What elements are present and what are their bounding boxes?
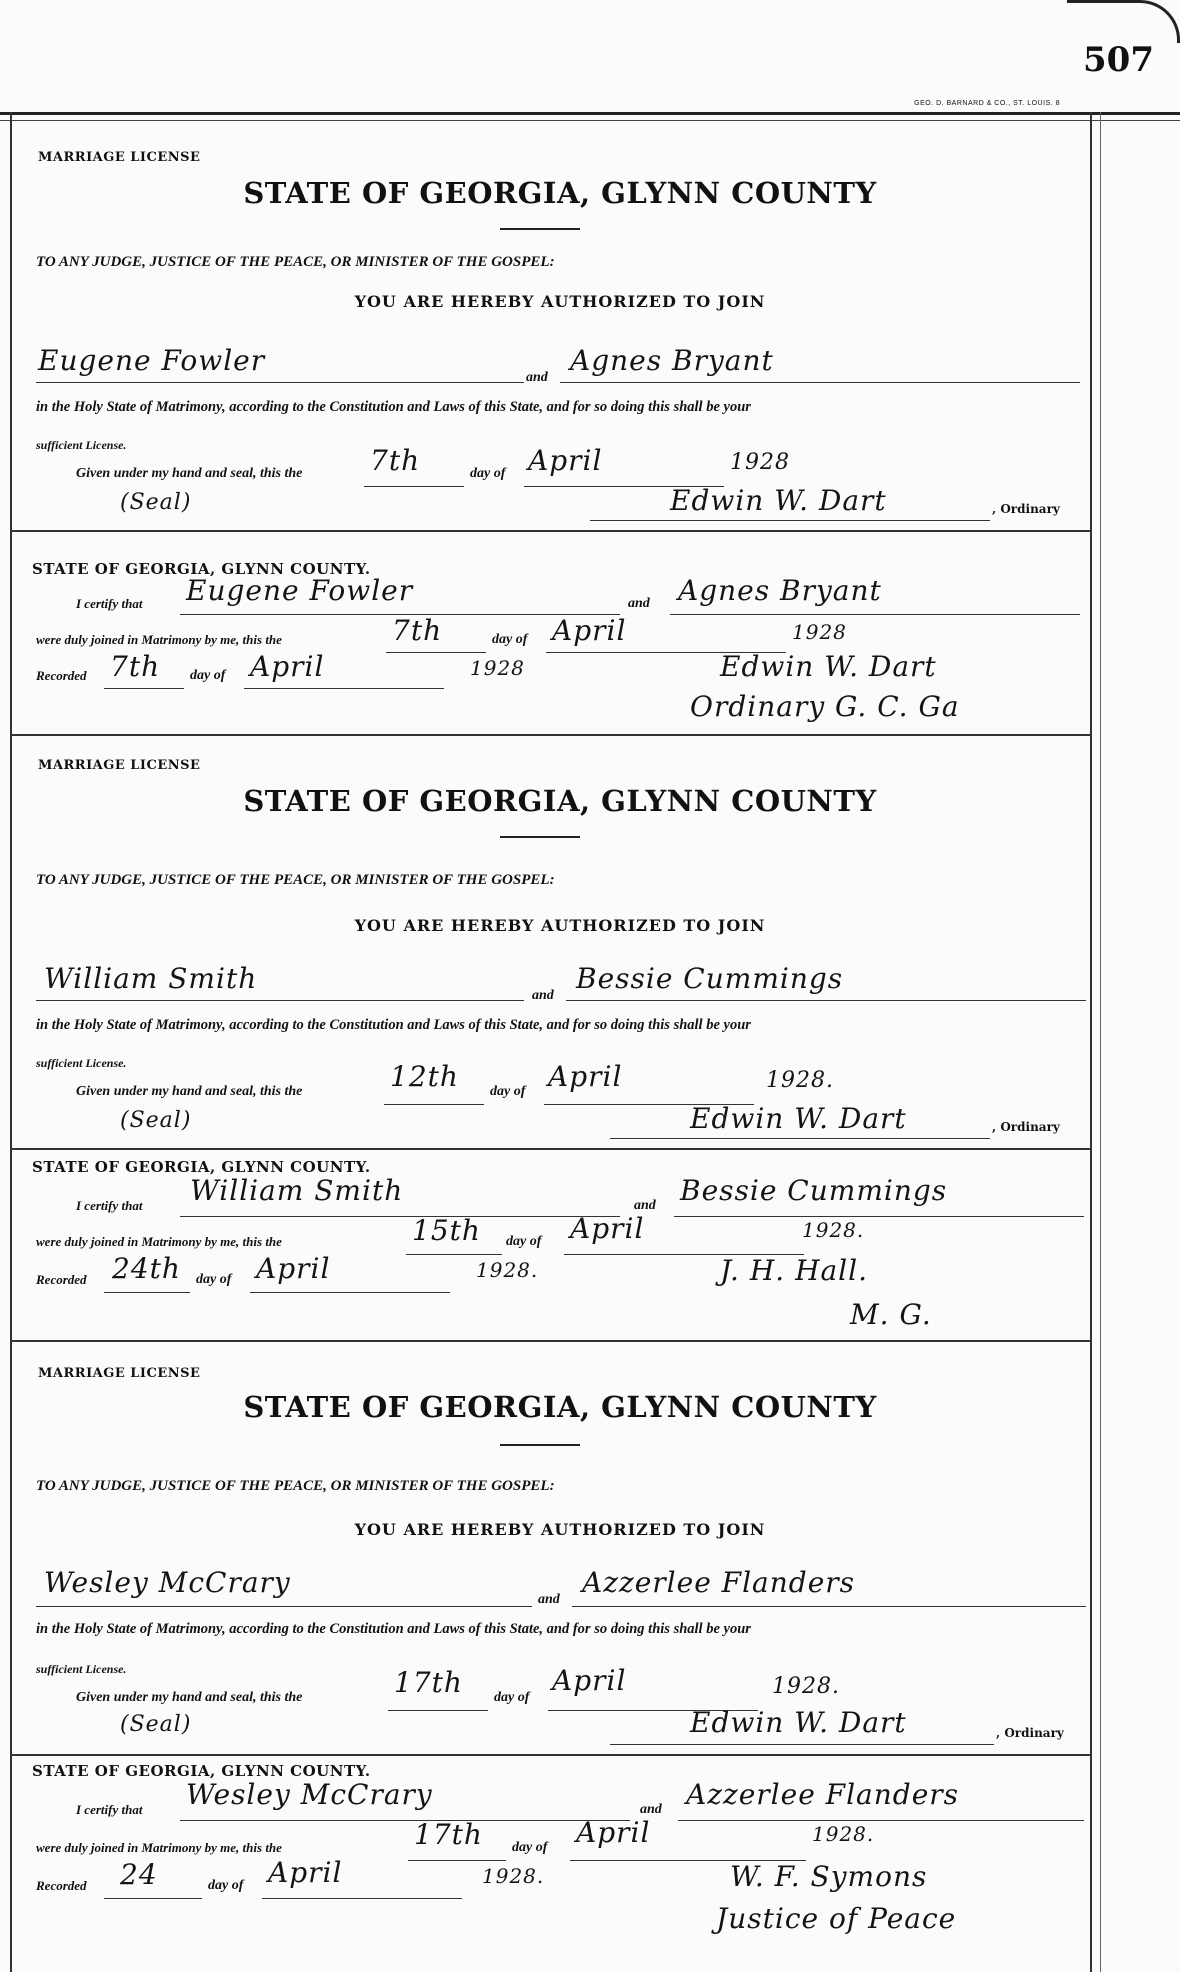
given-text: Given under my hand and seal, this the [76, 466, 303, 481]
license-title: STATE OF GEORGIA, GLYNN COUNTY [243, 1390, 877, 1424]
groom-name: William Smith [44, 962, 258, 995]
joined-text: were duly joined in Matrimony by me, this the [36, 1840, 282, 1855]
day-of-label: day of [494, 1690, 530, 1705]
addressee: TO ANY JUDGE, JUSTICE OF THE PEACE, OR MINISTER OF THE GOSPEL: [36, 1478, 555, 1494]
certificate-title: STATE OF GEORGIA, GLYNN COUNTY. [32, 560, 371, 578]
joined-month: April [552, 614, 627, 647]
bride-line [678, 1820, 1084, 1821]
joined-year: 1928 [792, 620, 847, 644]
section-rule [10, 1754, 1090, 1756]
groom-name: Wesley McCrary [44, 1566, 291, 1599]
officiant-signature: W. F. Symons [730, 1860, 928, 1893]
license-year: 1928 [730, 450, 790, 475]
license-year: 1928. [766, 1068, 834, 1093]
and-label: and [640, 1802, 662, 1817]
officiant-title: Ordinary G. C. Ga [690, 690, 960, 723]
certified-bride: Bessie Cummings [680, 1174, 948, 1207]
certificate-title: STATE OF GEORGIA, GLYNN COUNTY. [32, 1762, 371, 1780]
joined-text: were duly joined in Matrimony by me, this the [36, 1234, 282, 1249]
bride-line [670, 614, 1080, 615]
left-margin-rule [10, 112, 12, 1972]
month-line [250, 1292, 450, 1293]
certified-bride: Agnes Bryant [678, 574, 882, 607]
recorded-year: 1928. [476, 1258, 539, 1282]
day-line [104, 688, 184, 689]
groom-line [180, 1820, 630, 1821]
certified-groom: Wesley McCrary [186, 1778, 433, 1811]
day-line [104, 1292, 190, 1293]
recorded-year: 1928 [470, 656, 525, 680]
joined-month: April [570, 1212, 645, 1245]
day-of-label: day of [506, 1234, 542, 1249]
authorization-text: YOU ARE HEREBY AUTHORIZED TO JOIN [354, 1520, 766, 1539]
certificate-entry [30, 1328, 1090, 1935]
license-title: STATE OF GEORGIA, GLYNN COUNTY [243, 784, 877, 818]
ordinary-signature: Edwin W. Dart [690, 1706, 907, 1739]
groom-line [180, 1216, 620, 1217]
joined-month: April [576, 1816, 651, 1849]
joined-year: 1928. [802, 1218, 865, 1242]
day-of-label: day of [196, 1272, 232, 1287]
recorded-day: 24 [120, 1858, 158, 1891]
body-line-1: in the Holy State of Matrimony, according to the Constitution and Laws of this State, and for so doing this shall be your [36, 399, 751, 415]
right-margin-rule [1090, 112, 1092, 1972]
authorization-text: YOU ARE HEREBY AUTHORIZED TO JOIN [354, 916, 766, 935]
joined-day: 15th [412, 1214, 481, 1247]
ordinary-label: , Ordinary [996, 1726, 1064, 1740]
given-text: Given under my hand and seal, this the [76, 1084, 303, 1099]
page-corner [1067, 0, 1180, 43]
recorded-month: April [250, 650, 325, 683]
recorded-day: 7th [110, 650, 161, 683]
certified-groom: William Smith [190, 1174, 404, 1207]
body-line-2: sufficient License. [36, 438, 127, 452]
certified-groom: Eugene Fowler [186, 574, 414, 607]
and-label: and [634, 1198, 656, 1213]
day-of-label: day of [208, 1878, 244, 1893]
day-of-label: day of [512, 1840, 548, 1855]
recorded-month: April [268, 1856, 343, 1889]
day-of-label: day of [190, 668, 226, 683]
recorded-day: 24th [112, 1252, 181, 1285]
officiant-title: Justice of Peace [716, 1902, 957, 1935]
license-month: April [552, 1664, 627, 1697]
body-line-1: in the Holy State of Matrimony, according to the Constitution and Laws of this State, and for so doing this shall be your [36, 1017, 751, 1033]
ordinary-label: , Ordinary [992, 1120, 1060, 1134]
license-day: 17th [394, 1666, 463, 1699]
license-day: 12th [390, 1060, 459, 1093]
section-rule [10, 530, 1090, 532]
officiant-title: M. G. [850, 1298, 932, 1331]
officiant-signature: Edwin W. Dart [720, 650, 937, 683]
ordinary-signature: Edwin W. Dart [690, 1102, 907, 1135]
bride-name: Agnes Bryant [570, 344, 774, 377]
groom-name: Eugene Fowler [38, 344, 266, 377]
month-line [262, 1898, 462, 1899]
bride-name: Bessie Cummings [576, 962, 844, 995]
seal-mark: (Seal) [120, 490, 192, 515]
right-margin-rule-thin [1100, 112, 1101, 1972]
seal-mark: (Seal) [120, 1108, 192, 1133]
recorded-month: April [256, 1252, 331, 1285]
license-year: 1928. [772, 1674, 840, 1699]
license-month: April [548, 1060, 623, 1093]
printer-credit: GEO. D. BARNARD & CO., ST. LOUIS. 8 [914, 100, 1060, 107]
page-number: 507 [1083, 40, 1154, 80]
certify-text: I certify that [76, 1802, 143, 1817]
authorization-text: YOU ARE HEREBY AUTHORIZED TO JOIN [354, 292, 766, 311]
license-label: MARRIAGE LICENSE [38, 150, 201, 165]
license-day: 7th [370, 444, 421, 477]
joined-text: were duly joined in Matrimony by me, this the [36, 632, 282, 647]
license-label: MARRIAGE LICENSE [38, 1366, 201, 1381]
recorded-label: Recorded [36, 668, 87, 683]
section-rule [10, 1148, 1090, 1150]
joined-day: 7th [392, 614, 443, 647]
day-line [408, 1860, 506, 1861]
bride-name: Azzerlee Flanders [582, 1566, 856, 1599]
bride-line [674, 1216, 1084, 1217]
month-line [244, 688, 444, 689]
certificate-title: STATE OF GEORGIA, GLYNN COUNTY. [32, 1158, 371, 1176]
certified-bride: Azzerlee Flanders [686, 1778, 960, 1811]
body-line-1: in the Holy State of Matrimony, according to the Constitution and Laws of this State, and for so doing this shall be your [36, 1621, 751, 1637]
recorded-label: Recorded [36, 1878, 87, 1893]
day-of-label: day of [470, 466, 506, 481]
license-month: April [528, 444, 603, 477]
day-of-label: day of [492, 632, 528, 647]
and-label: and [628, 596, 650, 611]
day-line [406, 1254, 502, 1255]
license-title: STATE OF GEORGIA, GLYNN COUNTY [243, 176, 877, 210]
and-label: and [526, 370, 548, 385]
body-line-2: sufficient License. [36, 1662, 127, 1676]
officiant-signature: J. H. Hall. [720, 1254, 868, 1287]
certificate-entry [30, 722, 1090, 1331]
joined-year: 1928. [812, 1822, 875, 1846]
addressee: TO ANY JUDGE, JUSTICE OF THE PEACE, OR MINISTER OF THE GOSPEL: [36, 872, 555, 888]
certificate-entry [30, 120, 1090, 723]
ordinary-signature: Edwin W. Dart [670, 484, 887, 517]
day-of-label: day of [490, 1084, 526, 1099]
top-rule [0, 112, 1180, 115]
joined-day: 17th [414, 1818, 483, 1851]
certify-text: I certify that [76, 596, 143, 611]
day-line [104, 1898, 202, 1899]
recorded-label: Recorded [36, 1272, 87, 1287]
given-text: Given under my hand and seal, this the [76, 1690, 303, 1705]
addressee: TO ANY JUDGE, JUSTICE OF THE PEACE, OR MINISTER OF THE GOSPEL: [36, 254, 555, 270]
ordinary-label: , Ordinary [992, 502, 1060, 516]
certify-text: I certify that [76, 1198, 143, 1213]
body-line-2: sufficient License. [36, 1056, 127, 1070]
seal-mark: (Seal) [120, 1712, 192, 1737]
license-label: MARRIAGE LICENSE [38, 758, 201, 773]
day-line [386, 652, 486, 653]
recorded-year: 1928. [482, 1864, 545, 1888]
and-label: and [538, 1592, 560, 1607]
and-label: and [532, 988, 554, 1003]
